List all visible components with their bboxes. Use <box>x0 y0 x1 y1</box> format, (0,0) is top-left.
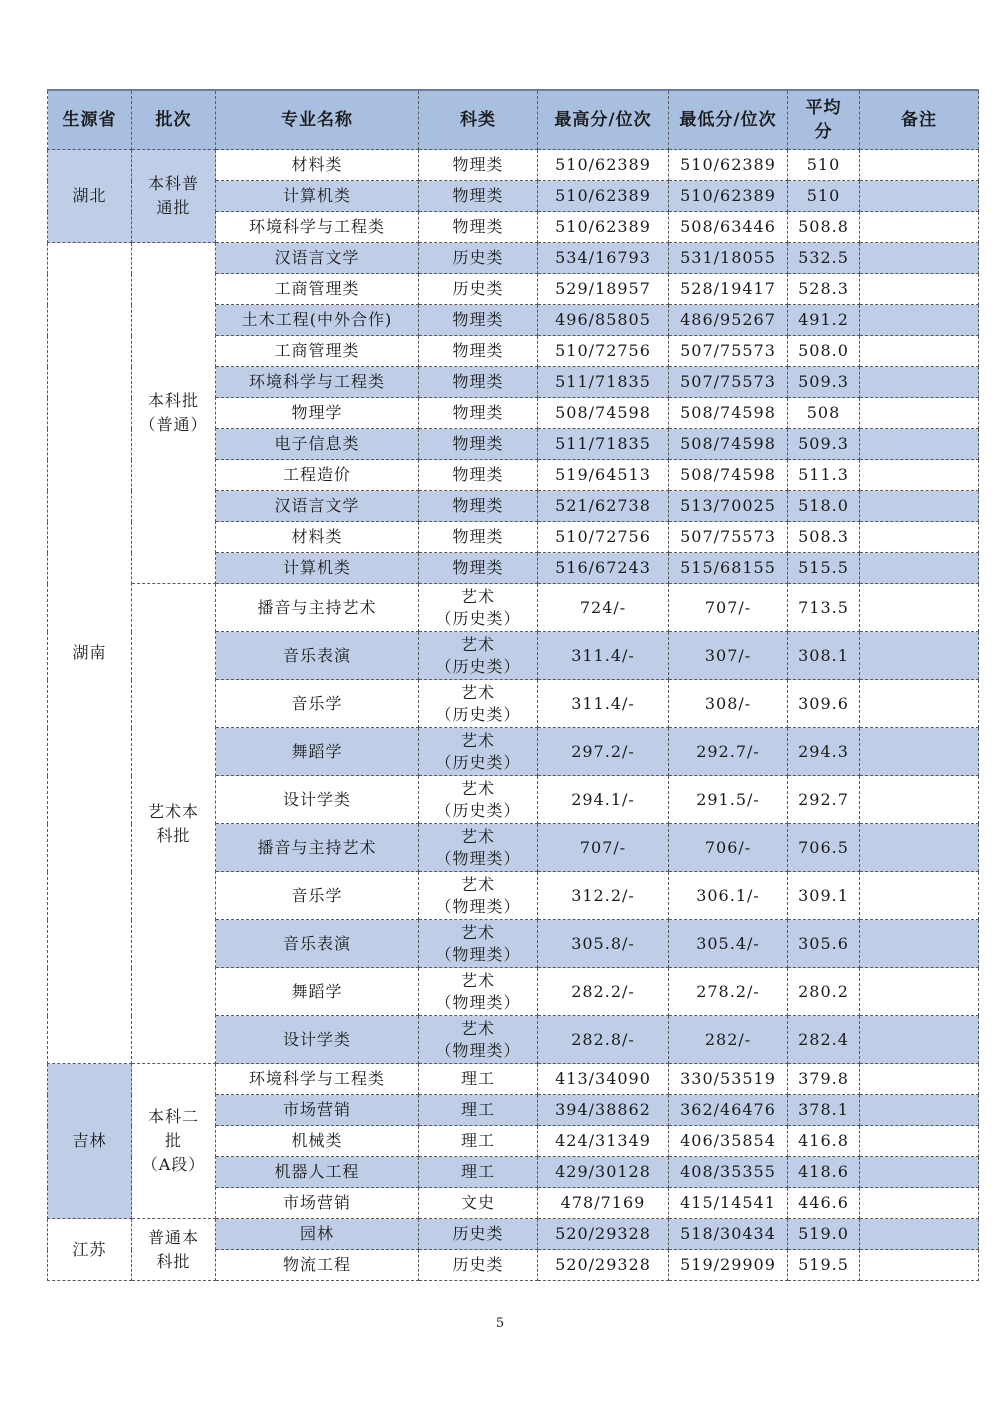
major-cell: 汉语言文学 <box>216 491 419 522</box>
major-cell: 计算机类 <box>216 181 419 212</box>
major-cell: 音乐表演 <box>216 920 419 968</box>
avg-score-cell: 294.3 <box>788 728 860 776</box>
avg-score-cell: 510 <box>788 181 860 212</box>
remarks-cell <box>860 872 979 920</box>
major-cell: 音乐表演 <box>216 632 419 680</box>
max-score-cell: 510/72756 <box>538 336 669 367</box>
max-score-cell: 297.2/- <box>538 728 669 776</box>
header-avg-score: 平均 分 <box>788 90 860 150</box>
min-score-cell: 510/62389 <box>669 181 788 212</box>
min-score-cell: 305.4/- <box>669 920 788 968</box>
max-score-cell: 305.8/- <box>538 920 669 968</box>
category-cell: 理工 <box>419 1095 538 1126</box>
category-cell: 艺术 （物理类） <box>419 920 538 968</box>
remarks-cell <box>860 181 979 212</box>
max-score-cell: 520/29328 <box>538 1219 669 1250</box>
min-score-cell: 508/74598 <box>669 429 788 460</box>
batch-cell: 本科二 批 （A段） <box>132 1064 216 1219</box>
remarks-cell <box>860 968 979 1016</box>
remarks-cell <box>860 491 979 522</box>
remarks-cell <box>860 398 979 429</box>
min-score-cell: 278.2/- <box>669 968 788 1016</box>
avg-score-cell: 519.5 <box>788 1250 860 1281</box>
max-score-cell: 510/62389 <box>538 150 669 181</box>
min-score-cell: 508/63446 <box>669 212 788 243</box>
province-cell: 江苏 <box>48 1219 132 1281</box>
header-major: 专业名称 <box>216 90 419 150</box>
remarks-cell <box>860 920 979 968</box>
max-score-cell: 520/29328 <box>538 1250 669 1281</box>
major-cell: 计算机类 <box>216 553 419 584</box>
min-score-cell: 507/75573 <box>669 522 788 553</box>
max-score-cell: 413/34090 <box>538 1064 669 1095</box>
category-cell: 历史类 <box>419 274 538 305</box>
avg-score-cell: 509.3 <box>788 429 860 460</box>
max-score-cell: 510/72756 <box>538 522 669 553</box>
max-score-cell: 511/71835 <box>538 429 669 460</box>
min-score-cell: 528/19417 <box>669 274 788 305</box>
major-cell: 环境科学与工程类 <box>216 367 419 398</box>
max-score-cell: 311.4/- <box>538 680 669 728</box>
category-cell: 物理类 <box>419 491 538 522</box>
remarks-cell <box>860 584 979 632</box>
avg-score-cell: 706.5 <box>788 824 860 872</box>
max-score-cell: 510/62389 <box>538 212 669 243</box>
category-cell: 物理类 <box>419 398 538 429</box>
avg-score-cell: 508.8 <box>788 212 860 243</box>
category-cell: 物理类 <box>419 460 538 491</box>
remarks-cell <box>860 274 979 305</box>
remarks-cell <box>860 1188 979 1219</box>
category-cell: 物理类 <box>419 522 538 553</box>
min-score-cell: 507/75573 <box>669 367 788 398</box>
major-cell: 材料类 <box>216 522 419 553</box>
category-cell: 艺术 （物理类） <box>419 872 538 920</box>
min-score-cell: 519/29909 <box>669 1250 788 1281</box>
category-cell: 文史 <box>419 1188 538 1219</box>
remarks-cell <box>860 1157 979 1188</box>
category-cell: 物理类 <box>419 150 538 181</box>
major-cell: 汉语言文学 <box>216 243 419 274</box>
remarks-cell <box>860 460 979 491</box>
avg-score-cell: 379.8 <box>788 1064 860 1095</box>
major-cell: 环境科学与工程类 <box>216 1064 419 1095</box>
max-score-cell: 424/31349 <box>538 1126 669 1157</box>
major-cell: 物理学 <box>216 398 419 429</box>
remarks-cell <box>860 336 979 367</box>
avg-score-cell: 309.1 <box>788 872 860 920</box>
avg-score-cell: 282.4 <box>788 1016 860 1064</box>
table-row <box>48 243 979 274</box>
max-score-cell: 519/64513 <box>538 460 669 491</box>
avg-score-cell: 292.7 <box>788 776 860 824</box>
major-cell: 机械类 <box>216 1126 419 1157</box>
category-cell: 物理类 <box>419 367 538 398</box>
batch-cell: 本科普 通批 <box>132 150 216 243</box>
header-province: 生源省 <box>48 90 132 150</box>
major-cell: 音乐学 <box>216 680 419 728</box>
avg-score-cell: 418.6 <box>788 1157 860 1188</box>
min-score-cell: 291.5/- <box>669 776 788 824</box>
max-score-cell: 496/85805 <box>538 305 669 336</box>
min-score-cell: 408/35355 <box>669 1157 788 1188</box>
remarks-cell <box>860 1095 979 1126</box>
remarks-cell <box>860 522 979 553</box>
category-cell: 物理类 <box>419 553 538 584</box>
header-category: 科类 <box>419 90 538 150</box>
category-cell: 历史类 <box>419 1219 538 1250</box>
min-score-cell: 486/95267 <box>669 305 788 336</box>
remarks-cell <box>860 553 979 584</box>
remarks-cell <box>860 1250 979 1281</box>
remarks-cell <box>860 429 979 460</box>
category-cell: 理工 <box>419 1157 538 1188</box>
min-score-cell: 508/74598 <box>669 460 788 491</box>
max-score-cell: 478/7169 <box>538 1188 669 1219</box>
avg-score-cell: 305.6 <box>788 920 860 968</box>
category-cell: 艺术 （物理类） <box>419 824 538 872</box>
min-score-cell: 507/75573 <box>669 336 788 367</box>
max-score-cell: 282.8/- <box>538 1016 669 1064</box>
max-score-cell: 529/18957 <box>538 274 669 305</box>
avg-score-cell: 713.5 <box>788 584 860 632</box>
avg-score-cell: 308.1 <box>788 632 860 680</box>
category-cell: 艺术 （历史类） <box>419 728 538 776</box>
min-score-cell: 515/68155 <box>669 553 788 584</box>
min-score-cell: 406/35854 <box>669 1126 788 1157</box>
max-score-cell: 511/71835 <box>538 367 669 398</box>
admission-score-table <box>47 89 978 1281</box>
header-row <box>48 90 979 150</box>
major-cell: 工商管理类 <box>216 274 419 305</box>
avg-score-cell: 508 <box>788 398 860 429</box>
major-cell: 市场营销 <box>216 1188 419 1219</box>
min-score-cell: 292.7/- <box>669 728 788 776</box>
major-cell: 材料类 <box>216 150 419 181</box>
remarks-cell <box>860 728 979 776</box>
avg-score-cell: 518.0 <box>788 491 860 522</box>
province-cell: 湖北 <box>48 150 132 243</box>
major-cell: 播音与主持艺术 <box>216 584 419 632</box>
major-cell: 设计学类 <box>216 1016 419 1064</box>
category-cell: 艺术 （物理类） <box>419 1016 538 1064</box>
category-cell: 艺术 （物理类） <box>419 968 538 1016</box>
avg-score-cell: 309.6 <box>788 680 860 728</box>
max-score-cell: 510/62389 <box>538 181 669 212</box>
remarks-cell <box>860 776 979 824</box>
remarks-cell <box>860 305 979 336</box>
remarks-cell <box>860 367 979 398</box>
avg-score-cell: 416.8 <box>788 1126 860 1157</box>
batch-cell: 艺术本 科批 <box>132 584 216 1064</box>
major-cell: 环境科学与工程类 <box>216 212 419 243</box>
page-number: 5 <box>495 1316 505 1331</box>
major-cell: 市场营销 <box>216 1095 419 1126</box>
header-min-score: 最低分/位次 <box>669 90 788 150</box>
major-cell: 播音与主持艺术 <box>216 824 419 872</box>
min-score-cell: 308/- <box>669 680 788 728</box>
avg-score-cell: 491.2 <box>788 305 860 336</box>
province-cell: 吉林 <box>48 1064 132 1219</box>
table-row <box>48 1219 979 1250</box>
remarks-cell <box>860 212 979 243</box>
category-cell: 历史类 <box>419 243 538 274</box>
min-score-cell: 510/62389 <box>669 150 788 181</box>
max-score-cell: 534/16793 <box>538 243 669 274</box>
max-score-cell: 707/- <box>538 824 669 872</box>
category-cell: 物理类 <box>419 212 538 243</box>
category-cell: 理工 <box>419 1064 538 1095</box>
min-score-cell: 513/70025 <box>669 491 788 522</box>
category-cell: 艺术 （历史类） <box>419 776 538 824</box>
major-cell: 舞蹈学 <box>216 728 419 776</box>
min-score-cell: 707/- <box>669 584 788 632</box>
major-cell: 土木工程(中外合作) <box>216 305 419 336</box>
max-score-cell: 508/74598 <box>538 398 669 429</box>
max-score-cell: 394/38862 <box>538 1095 669 1126</box>
remarks-cell <box>860 243 979 274</box>
avg-score-cell: 280.2 <box>788 968 860 1016</box>
avg-score-cell: 378.1 <box>788 1095 860 1126</box>
category-cell: 艺术 （历史类） <box>419 584 538 632</box>
major-cell: 机器人工程 <box>216 1157 419 1188</box>
avg-score-cell: 508.3 <box>788 522 860 553</box>
avg-score-cell: 510 <box>788 150 860 181</box>
avg-score-cell: 519.0 <box>788 1219 860 1250</box>
major-cell: 物流工程 <box>216 1250 419 1281</box>
remarks-cell <box>860 1126 979 1157</box>
remarks-cell <box>860 632 979 680</box>
major-cell: 电子信息类 <box>216 429 419 460</box>
min-score-cell: 330/53519 <box>669 1064 788 1095</box>
table-row <box>48 150 979 181</box>
max-score-cell: 282.2/- <box>538 968 669 1016</box>
min-score-cell: 415/14541 <box>669 1188 788 1219</box>
category-cell: 物理类 <box>419 305 538 336</box>
min-score-cell: 531/18055 <box>669 243 788 274</box>
category-cell: 物理类 <box>419 429 538 460</box>
category-cell: 艺术 （历史类） <box>419 680 538 728</box>
avg-score-cell: 515.5 <box>788 553 860 584</box>
avg-score-cell: 528.3 <box>788 274 860 305</box>
avg-score-cell: 508.0 <box>788 336 860 367</box>
avg-score-cell: 511.3 <box>788 460 860 491</box>
remarks-cell <box>860 680 979 728</box>
min-score-cell: 362/46476 <box>669 1095 788 1126</box>
max-score-cell: 516/67243 <box>538 553 669 584</box>
batch-cell: 普通本 科批 <box>132 1219 216 1281</box>
major-cell: 工商管理类 <box>216 336 419 367</box>
min-score-cell: 508/74598 <box>669 398 788 429</box>
remarks-cell <box>860 1219 979 1250</box>
max-score-cell: 294.1/- <box>538 776 669 824</box>
category-cell: 理工 <box>419 1126 538 1157</box>
avg-score-cell: 509.3 <box>788 367 860 398</box>
category-cell: 艺术 （历史类） <box>419 632 538 680</box>
remarks-cell <box>860 150 979 181</box>
remarks-cell <box>860 1016 979 1064</box>
category-cell: 物理类 <box>419 181 538 212</box>
header-max-score: 最高分/位次 <box>538 90 669 150</box>
avg-score-cell: 446.6 <box>788 1188 860 1219</box>
remarks-cell <box>860 1064 979 1095</box>
max-score-cell: 429/30128 <box>538 1157 669 1188</box>
major-cell: 音乐学 <box>216 872 419 920</box>
min-score-cell: 706/- <box>669 824 788 872</box>
table-row <box>48 584 979 632</box>
major-cell: 工程造价 <box>216 460 419 491</box>
category-cell: 物理类 <box>419 336 538 367</box>
avg-score-cell: 532.5 <box>788 243 860 274</box>
major-cell: 园林 <box>216 1219 419 1250</box>
remarks-cell <box>860 824 979 872</box>
batch-cell: 本科批 （普通） <box>132 243 216 584</box>
header-batch: 批次 <box>132 90 216 150</box>
max-score-cell: 724/- <box>538 584 669 632</box>
major-cell: 设计学类 <box>216 776 419 824</box>
table-row <box>48 1064 979 1095</box>
min-score-cell: 282/- <box>669 1016 788 1064</box>
province-cell: 湖南 <box>48 243 132 1064</box>
max-score-cell: 312.2/- <box>538 872 669 920</box>
min-score-cell: 518/30434 <box>669 1219 788 1250</box>
major-cell: 舞蹈学 <box>216 968 419 1016</box>
category-cell: 历史类 <box>419 1250 538 1281</box>
min-score-cell: 306.1/- <box>669 872 788 920</box>
header-remarks: 备注 <box>860 90 979 150</box>
min-score-cell: 307/- <box>669 632 788 680</box>
max-score-cell: 311.4/- <box>538 632 669 680</box>
max-score-cell: 521/62738 <box>538 491 669 522</box>
